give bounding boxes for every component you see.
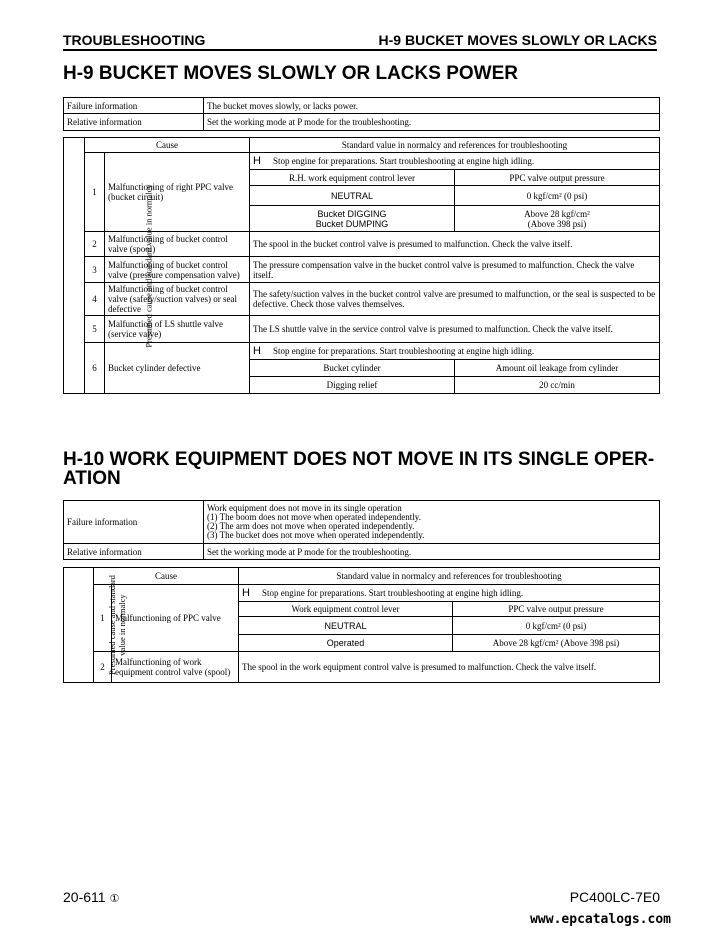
- header-section-title: TROUBLESHOOTING: [63, 32, 206, 48]
- h9-standard-header: Standard value in normalcy and references for troubleshooting: [250, 138, 660, 153]
- h9-cause-header: Cause: [85, 138, 250, 153]
- h9-relative-label: Relative information: [64, 114, 204, 131]
- h9-side-label: Presumed cause and standard value in normalcy: [64, 138, 85, 394]
- h9-row6-cause: Bucket cylinder defective: [105, 343, 250, 394]
- h10-row2-cause: Malfunctioning of work equipment control valve (spool): [112, 652, 239, 683]
- caution-h-icon: H: [253, 345, 261, 357]
- h10-row1-prep: H Stop engine for preparations. Start troubleshooting at engine high idling.: [239, 585, 660, 602]
- h10-failure-text: Work equipment does not move in its single operation (1) The boom does not move when operated independently. (2) The arm does not move when operated independently. (3) The bucket does not move when operated independently.: [204, 501, 660, 544]
- h10-row2-num: 2: [94, 652, 112, 683]
- h10-row1-col2-header: PPC valve output pressure: [453, 602, 660, 617]
- h10-cause-header: Cause: [94, 568, 239, 585]
- h9-row1-operation-pressure: Above 28 kgf/cm² (Above 398 psi): [455, 206, 660, 232]
- h9-row2-cause: Malfunctioning of bucket control valve (spool): [105, 232, 250, 257]
- h9-row4-num: 4: [85, 283, 105, 316]
- h9-row1-prep: H Stop engine for preparations. Start troubleshooting at engine high idling.: [250, 153, 660, 170]
- h9-row1-cause: Malfunctioning of right PPC valve (bucket circuit): [105, 153, 250, 232]
- h10-row1-neutral-pressure: 0 kgf/cm² (0 psi): [453, 617, 660, 635]
- h9-row1-col1-header: R.H. work equipment control lever: [250, 170, 455, 186]
- h10-relative-label: Relative information: [64, 544, 204, 560]
- h9-row3-text: The pressure compensation valve in the bucket control valve is presumed to malfunction. Check the valve itself.: [250, 257, 660, 283]
- h10-row1-col1-header: Work equipment control lever: [239, 602, 453, 617]
- h9-title: H-9 BUCKET MOVES SLOWLY OR LACKS POWER: [63, 63, 518, 84]
- h10-relative-text: Set the working mode at P mode for the troubleshooting.: [204, 544, 660, 560]
- h9-row6-col2-header: Amount oil leakage from cylinder: [455, 360, 660, 377]
- revision-mark: ①: [109, 893, 120, 905]
- h10-row1-neutral: NEUTRAL: [239, 617, 453, 635]
- h9-info-table: [63, 97, 660, 131]
- h9-row4-cause: Malfunctioning of bucket control valve (safety/suction valves) or seal defective: [105, 283, 250, 316]
- h9-row3-num: 3: [85, 257, 105, 283]
- h10-row1-operated-pressure: Above 28 kgf/cm² (Above 398 psi): [453, 635, 660, 652]
- h9-relative-text: Set the working mode at P mode for the troubleshooting.: [204, 114, 660, 131]
- h9-row6-digging-relief: Digging relief: [250, 377, 455, 394]
- h9-row6-prep: H Stop engine for preparations. Start troubleshooting at engine high idling.: [250, 343, 660, 360]
- page-header: [63, 32, 657, 51]
- h9-row2-num: 2: [85, 232, 105, 257]
- h9-row5-num: 5: [85, 316, 105, 343]
- h9-row1-neutral: NEUTRAL: [250, 186, 455, 206]
- h10-side-label: Presumed cause and standard value in normalcy: [64, 568, 94, 683]
- h10-info-table: [63, 500, 660, 560]
- h10-row1-operated: Operated: [239, 635, 453, 652]
- watermark-text: www.epcatalogs.com: [530, 912, 671, 927]
- h9-row4-text: The safety/suction valves in the bucket control valve are presumed to malfunction, or the seal is suspected to be defective. Check those valves themselves.: [250, 283, 660, 316]
- h10-row1-cause: Malfunctioning of PPC valve: [112, 585, 239, 652]
- h10-row1-num: 1: [94, 585, 112, 652]
- model-number: PC400LC-7E0: [569, 889, 660, 905]
- h9-row2-text: The spool in the bucket control valve is presumed to malfunction. Check the valve itself.: [250, 232, 660, 257]
- h9-row1-num: 1: [85, 153, 105, 232]
- caution-h-icon: H: [242, 587, 250, 599]
- h9-failure-label: Failure information: [64, 98, 204, 114]
- h9-row6-leakage: 20 cc/min: [455, 377, 660, 394]
- caution-h-icon: H: [253, 155, 261, 167]
- page-number: 20-611 ①: [63, 889, 120, 905]
- h9-row6-num: 6: [85, 343, 105, 394]
- h9-row5-cause: Malfunction of LS shuttle valve (service valve): [105, 316, 250, 343]
- h9-row1-operation: Bucket DIGGING Bucket DUMPING: [250, 206, 455, 232]
- h9-row3-cause: Malfunctioning of bucket control valve (pressure compensation valve): [105, 257, 250, 283]
- h9-row1-col2-header: PPC valve output pressure: [455, 170, 660, 186]
- h10-standard-header: Standard value in normalcy and references for troubleshooting: [239, 568, 660, 585]
- h9-row1-neutral-pressure: 0 kgf/cm² (0 psi): [455, 186, 660, 206]
- h10-cause-table: [63, 567, 660, 683]
- h10-title: H-10 WORK EQUIPMENT DOES NOT MOVE IN ITS SINGLE OPER- ATION: [63, 449, 655, 489]
- header-topic-title: H-9 BUCKET MOVES SLOWLY OR LACKS: [378, 32, 657, 48]
- h9-cause-table: [63, 137, 660, 394]
- h10-failure-label: Failure information: [64, 501, 204, 544]
- h9-row5-text: The LS shuttle valve in the service control valve is presumed to malfunction. Check the valve itself.: [250, 316, 660, 343]
- h10-row2-text: The spool in the work equipment control valve is presumed to malfunction. Check the valve itself.: [239, 652, 660, 683]
- h9-failure-text: The bucket moves slowly, or lacks power.: [204, 98, 660, 114]
- h9-row6-col1-header: Bucket cylinder: [250, 360, 455, 377]
